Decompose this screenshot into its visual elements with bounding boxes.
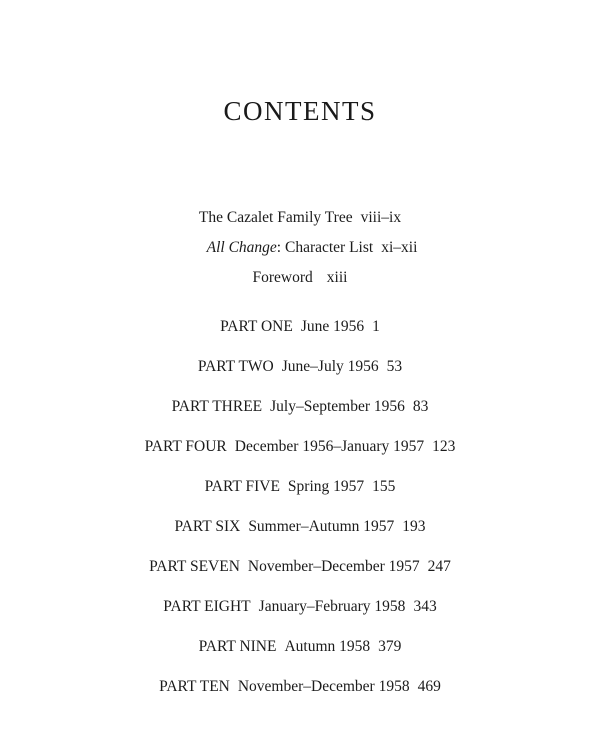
entry-pages: xiii	[326, 269, 348, 286]
part-page: 469	[417, 678, 441, 695]
part-period: November–December 1957	[247, 558, 420, 575]
toc-part-three	[0, 397, 600, 417]
part-label: PART ONE	[220, 318, 293, 335]
toc-part-five	[0, 477, 600, 497]
part-page: 123	[432, 438, 456, 455]
part-page: 343	[413, 598, 437, 615]
part-label: PART FOUR	[144, 438, 227, 455]
toc-part-ten	[0, 677, 600, 697]
part-page: 247	[427, 558, 451, 575]
part-page: 193	[402, 518, 426, 535]
part-period: June–July 1956	[281, 358, 379, 375]
part-page: 379	[378, 638, 402, 655]
part-period: Summer–Autumn 1957	[248, 518, 395, 535]
part-page: 83	[412, 398, 429, 415]
entry-title-italic: All Change	[206, 239, 277, 256]
toc-part-one	[0, 317, 600, 337]
part-label: PART THREE	[171, 398, 263, 415]
part-label: PART SIX	[174, 518, 241, 535]
part-page: 1	[372, 318, 380, 335]
part-period: January–February 1958	[258, 598, 406, 615]
part-period: November–December 1958	[237, 678, 410, 695]
part-period: June 1956	[300, 318, 365, 335]
entry-title: The Cazalet Family Tree	[198, 209, 353, 226]
entry-title-rest: : Character List	[276, 239, 374, 256]
toc-part-nine	[0, 637, 600, 657]
toc-part-seven	[0, 557, 600, 577]
part-period: Spring 1957	[287, 478, 365, 495]
front-matter-character-list	[12, 238, 600, 258]
part-period: December 1956–January 1957	[234, 438, 425, 455]
front-matter-foreword	[0, 268, 600, 288]
toc-part-six	[0, 517, 600, 537]
toc-part-four	[0, 437, 600, 457]
part-label: PART FIVE	[204, 478, 280, 495]
part-period: July–September 1956	[270, 398, 405, 415]
entry-title: Foreword	[252, 269, 313, 286]
front-matter-family-tree	[0, 208, 600, 228]
part-period: Autumn 1958	[284, 638, 371, 655]
toc-part-two	[0, 357, 600, 377]
part-label: PART NINE	[198, 638, 277, 655]
contents-heading: CONTENTS	[223, 96, 377, 126]
part-label: PART TEN	[159, 678, 230, 695]
entry-pages: xi–xii	[381, 239, 418, 256]
part-label: PART TWO	[197, 358, 274, 375]
part-label: PART SEVEN	[149, 558, 240, 575]
part-page: 155	[372, 478, 396, 495]
part-label: PART EIGHT	[163, 598, 251, 615]
entry-pages: viii–ix	[360, 209, 402, 226]
toc-part-eight	[0, 597, 600, 617]
part-page: 53	[386, 358, 403, 375]
